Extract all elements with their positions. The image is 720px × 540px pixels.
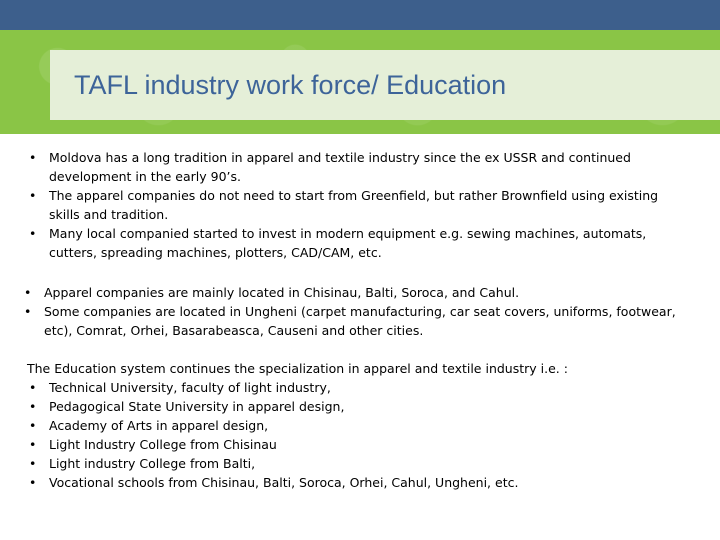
bullet-glyph: • — [29, 380, 37, 395]
top-bar — [0, 0, 720, 30]
list-item — [27, 454, 697, 473]
bullet-glyph: • — [29, 456, 37, 471]
bullet-glyph: • — [29, 475, 37, 490]
list-item-text: Academy of Arts in apparel design, — [49, 418, 269, 433]
list-item — [22, 302, 702, 340]
list-item — [27, 148, 687, 186]
list-item — [27, 397, 697, 416]
education-intro: The Education system continues the specialization in apparel and textile industry i.e. : — [27, 361, 568, 376]
list-item — [27, 416, 697, 435]
list-item — [27, 224, 687, 262]
list-item — [27, 186, 687, 224]
list-item-text: Apparel companies are mainly located in Chisinau, Balti, Soroca, and Cahul. — [44, 285, 520, 300]
list-item-text: Many local companied started to invest in modern equipment e.g. sewing machines, automats, cutters, spreading machines, plotters, CAD/CAM, etc. — [49, 226, 647, 260]
list-item-text: The apparel companies do not need to start from Greenfield, but rather Brownfield using existing skills and tradition. — [49, 188, 659, 222]
bullet-list-history — [27, 148, 687, 262]
list-item-text: Light industry College from Balti, — [49, 456, 256, 471]
slide-title: TAFL industry work force/ Education — [74, 69, 507, 100]
list-item-text: Light Industry College from Chisinau — [49, 437, 277, 452]
bullet-glyph: • — [29, 418, 37, 433]
bullet-glyph: • — [29, 226, 37, 241]
bullet-glyph: • — [29, 399, 37, 414]
bullet-list-education — [27, 378, 697, 492]
bullet-glyph: • — [29, 437, 37, 452]
bullet-glyph: • — [24, 304, 32, 319]
title-box — [50, 50, 720, 120]
list-item — [27, 435, 697, 454]
list-item — [27, 378, 697, 397]
list-item — [27, 473, 697, 492]
list-item-text: Moldova has a long tradition in apparel and textile industry since the ex USSR and continued development in the early 90’s. — [49, 150, 631, 184]
list-item — [22, 283, 702, 302]
bullet-list-locations — [22, 283, 702, 340]
list-item-text: Pedagogical State University in apparel design, — [49, 399, 345, 414]
list-item-text: Vocational schools from Chisinau, Balti, Soroca, Orhei, Cahul, Ungheni, etc. — [49, 475, 519, 490]
education-section — [27, 359, 697, 492]
bullet-glyph: • — [29, 188, 37, 203]
bullet-glyph: • — [24, 285, 32, 300]
list-item-text: Technical University, faculty of light industry, — [49, 380, 331, 395]
bullet-glyph: • — [29, 150, 37, 165]
list-item-text: Some companies are located in Ungheni (carpet manufacturing, car seat covers, uniforms, footwear, etc), Comrat, Orhei, Basarabeasca, Causeni and other cities. — [44, 304, 676, 338]
